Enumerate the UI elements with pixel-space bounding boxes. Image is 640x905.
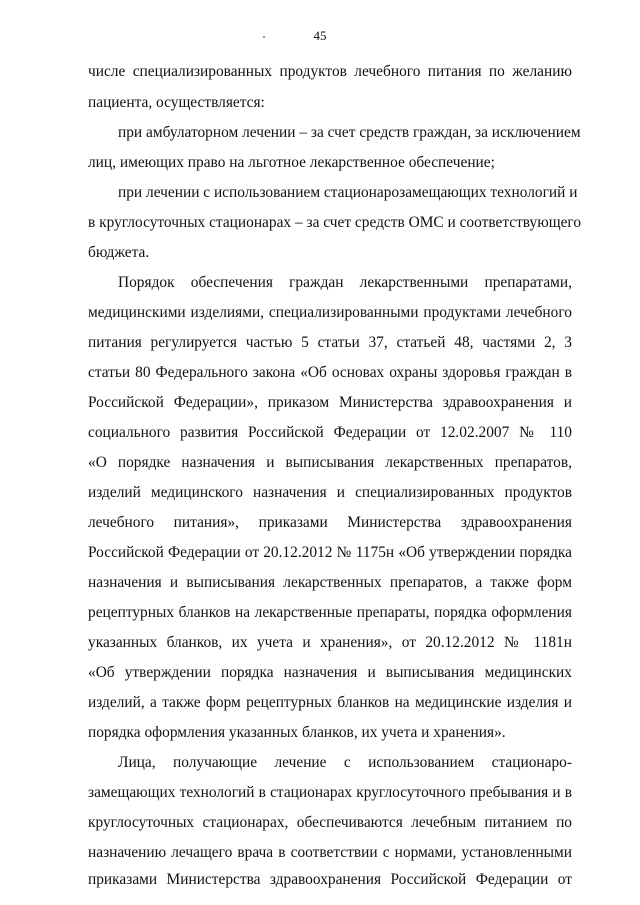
text-line: лиц, имеющих право на льготное лекарственное обеспечение; — [88, 154, 495, 171]
text-line: указанных бланков, их учета и хранения», от 20.12.2012 № 1181н — [88, 634, 572, 651]
text-line: Лица, получающие лечение с использованием стационаро- — [118, 754, 572, 771]
text-line: при амбулаторном лечении – за счет средств граждан, за исключением — [118, 124, 581, 141]
page-number: 45 — [313, 28, 327, 43]
text-line: в круглосуточных стационарах – за счет средств ОМС и соответствующего — [88, 214, 582, 231]
text-line: медицинскими изделиями, специализированными продуктами лечебного — [88, 304, 572, 321]
text-line: рецептурных бланков на лекарственные препараты, порядка оформления — [88, 604, 572, 621]
text-line: при лечении с использованием стационарозамещающих технологий и — [118, 184, 578, 201]
text-line: приказами Министерства здравоохранения Российской Федерации от — [88, 871, 572, 888]
text-line: Порядок обеспечения граждан лекарственными препаратами, — [118, 274, 572, 291]
text-line: изделий медицинского назначения и специализированных продуктов — [88, 484, 572, 501]
text-line: «О порядке назначения и выписывания лекарственных препаратов, — [88, 454, 572, 471]
text-line: социального развития Российской Федерации от 12.02.2007 № 110 — [88, 424, 572, 441]
text-line: Российской Федерации», приказом Министерства здравоохранения и — [88, 394, 572, 411]
text-line: числе специализированных продуктов лечебного питания по желанию — [88, 63, 572, 80]
text-line: «Об утверждении порядка назначения и выписывания медицинских — [88, 664, 572, 681]
text-line: пациента, осуществляется: — [88, 94, 265, 111]
text-line: лечебного питания», приказами Министерства здравоохранения — [88, 514, 572, 531]
scan-artifact — [263, 36, 265, 38]
text-line: изделий, а также форм рецептурных бланков на медицинские изделия и — [88, 694, 572, 711]
text-line: статьи 80 Федерального закона «Об основах охраны здоровья граждан в — [88, 364, 572, 381]
text-line: бюджета. — [88, 244, 150, 261]
text-line: Российской Федерации от 20.12.2012 № 1175н «Об утверждении порядка — [88, 544, 572, 561]
text-line: назначения и выписывания лекарственных препаратов, а также форм — [88, 574, 572, 591]
text-line: замещающих технологий в стационарах круглосуточного пребывания и в — [88, 784, 572, 801]
text-line: порядка оформления указанных бланков, их учета и хранения». — [88, 724, 506, 741]
text-line: питания регулируется частью 5 статьи 37, статьей 48, частями 2, 3 — [88, 334, 572, 351]
text-line: круглосуточных стационарах, обеспечиваются лечебным питанием по — [88, 814, 572, 831]
text-line: назначению лечащего врача в соответствии с нормами, установленными — [88, 844, 572, 861]
